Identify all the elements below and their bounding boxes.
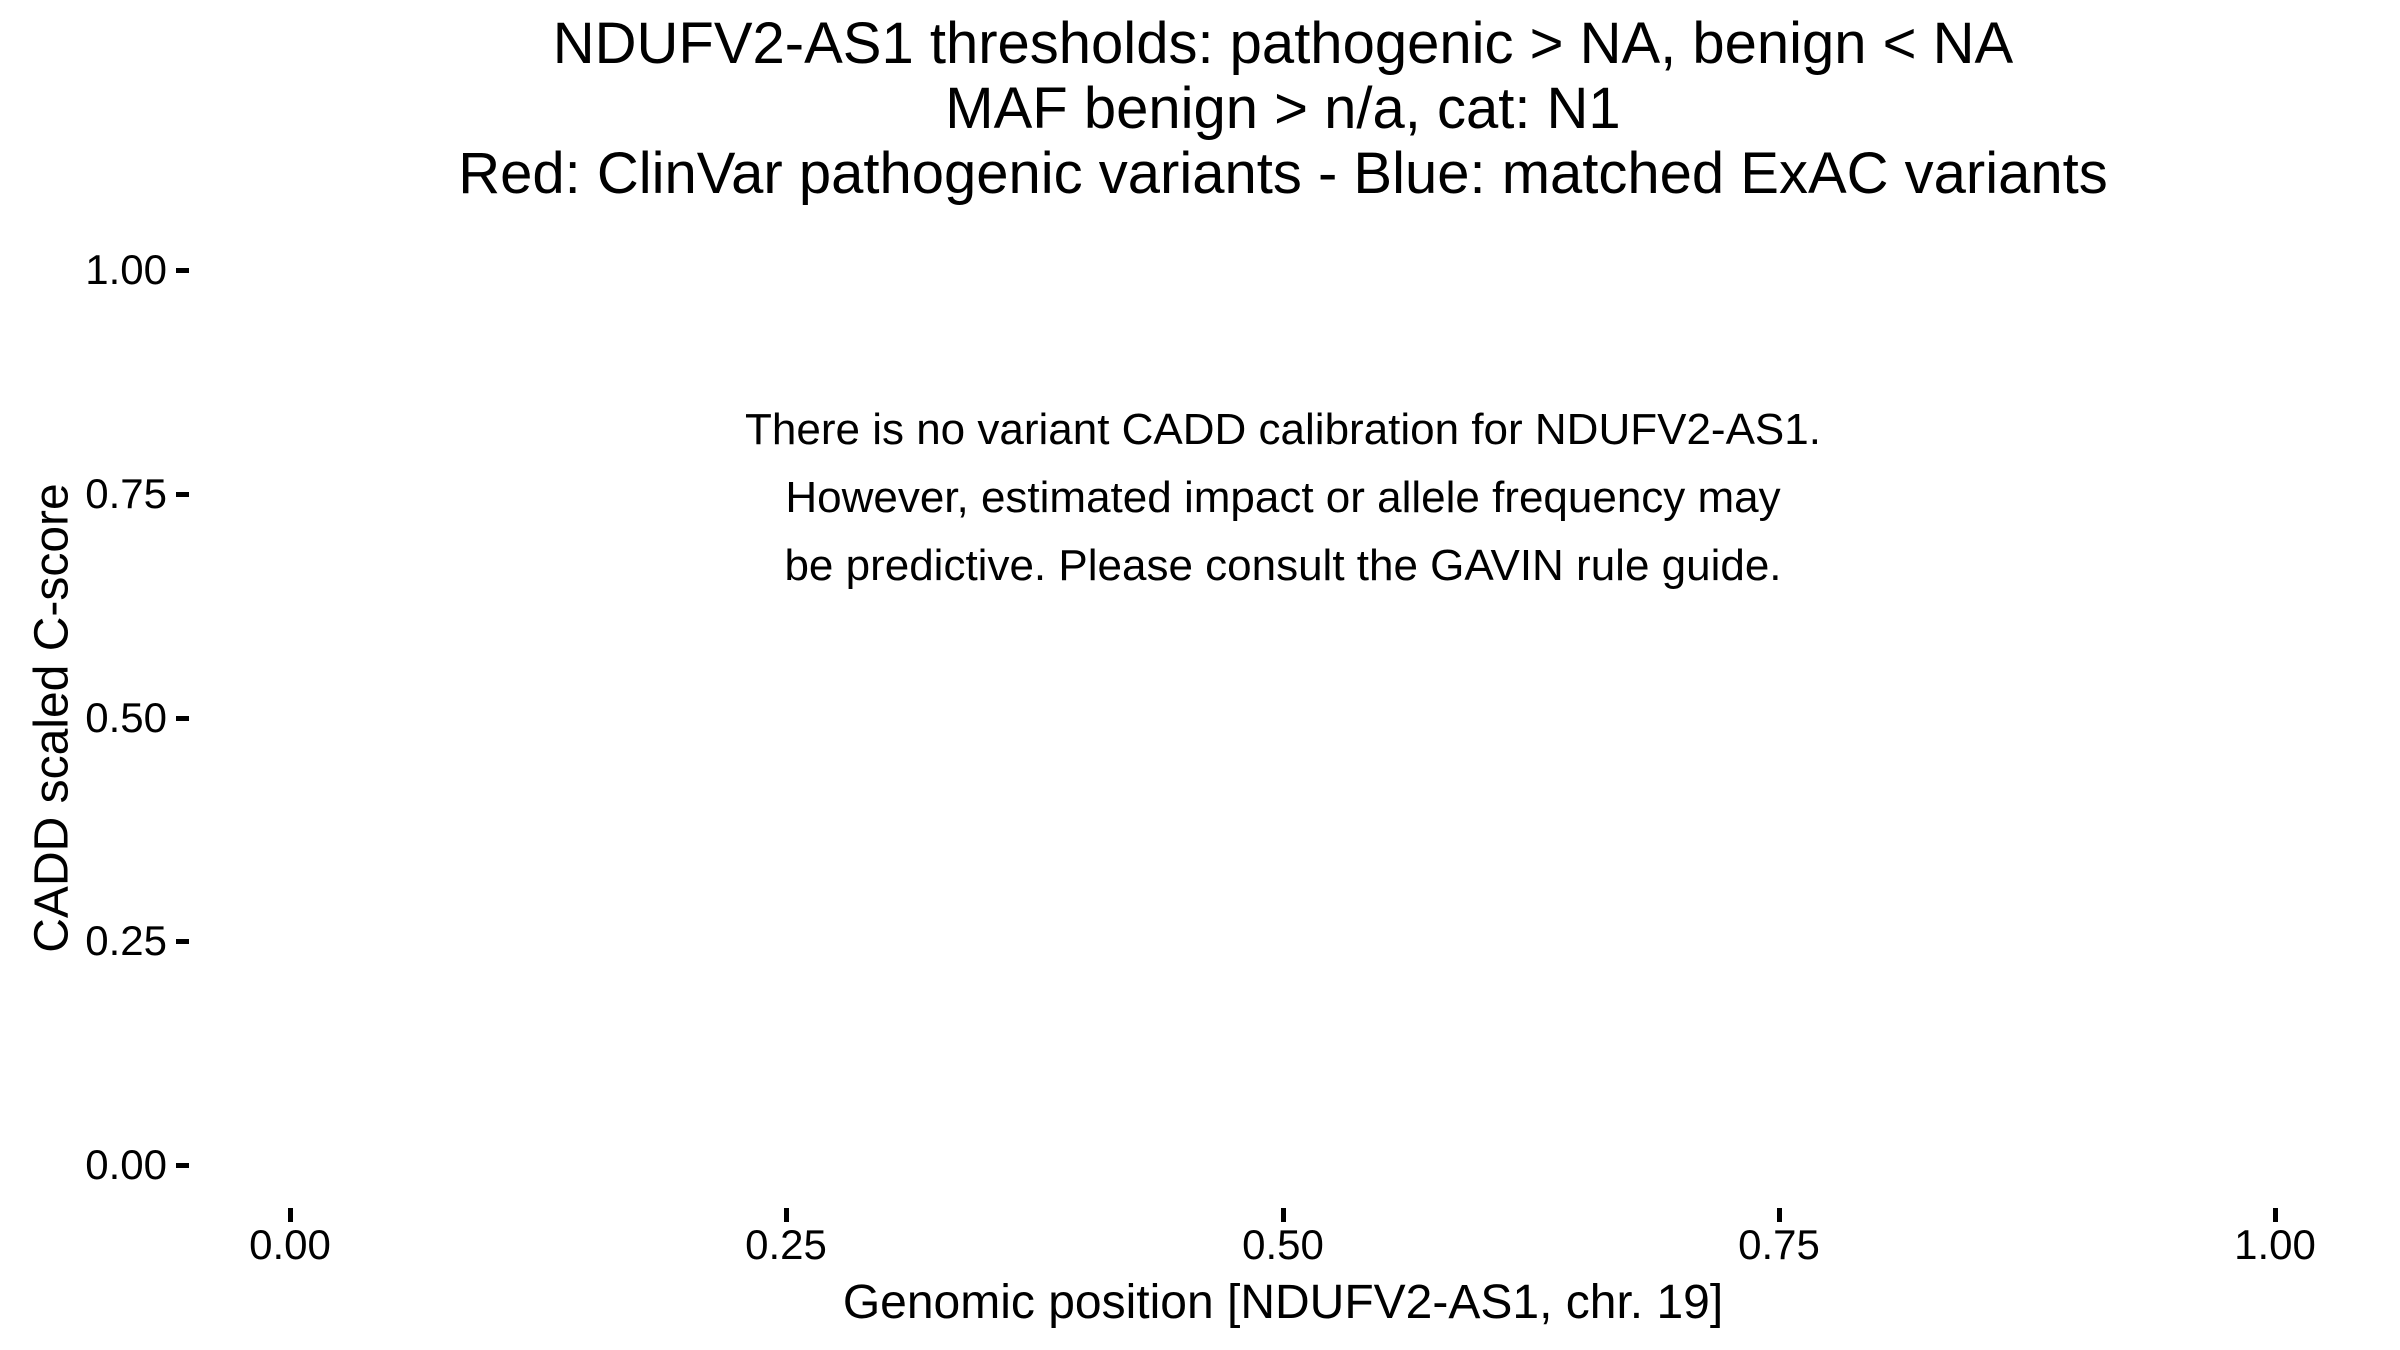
annotation-line-3: be predictive. Please consult the GAVIN rule guide. xyxy=(784,541,1782,590)
y-tick-label-0.25: 0.25 xyxy=(85,917,167,964)
plot-title xyxy=(458,11,2108,206)
y-tick-label-1.00: 1.00 xyxy=(85,246,167,293)
x-axis-title: Genomic position [NDUFV2-AS1, chr. 19] xyxy=(842,1276,1724,1329)
plot-title-line-1: NDUFV2-AS1 thresholds: pathogenic > NA, benign < NA xyxy=(552,11,2014,76)
y-tick-mark xyxy=(176,716,189,721)
y-axis-title: CADD scaled C-score xyxy=(25,483,79,953)
y-tick-mark xyxy=(176,1163,189,1168)
x-tick-label-0.00: 0.00 xyxy=(249,1221,331,1268)
y-tick-mark xyxy=(176,492,189,497)
x-tick-mark xyxy=(1281,1208,1286,1222)
x-tick-mark xyxy=(288,1208,293,1222)
x-tick-label-0.75: 0.75 xyxy=(1738,1221,1820,1268)
y-tick-mark xyxy=(176,939,189,944)
y-tick-mark xyxy=(176,268,189,273)
x-tick-label-0.50: 0.50 xyxy=(1242,1221,1324,1268)
annotation-line-2: However, estimated impact or allele frequency may xyxy=(785,473,1781,522)
x-tick-label-0.25: 0.25 xyxy=(745,1221,827,1268)
y-tick-label-0.75: 0.75 xyxy=(85,470,167,517)
plot-title-line-2: MAF benign > n/a, cat: N1 xyxy=(945,76,1621,141)
y-tick-label-0.50: 0.50 xyxy=(85,694,167,741)
x-tick-mark xyxy=(784,1208,789,1222)
plot-title-line-3: Red: ClinVar pathogenic variants - Blue: matched ExAC variants xyxy=(458,141,2108,206)
no-calibration-annotation xyxy=(745,396,1821,600)
x-tick-mark xyxy=(2273,1208,2278,1222)
annotation-line-1: There is no variant CADD calibration for NDUFV2-AS1. xyxy=(745,405,1821,454)
y-tick-label-0.00: 0.00 xyxy=(85,1141,167,1188)
x-tick-mark xyxy=(1777,1208,1782,1222)
x-tick-label-1.00: 1.00 xyxy=(2234,1221,2316,1268)
